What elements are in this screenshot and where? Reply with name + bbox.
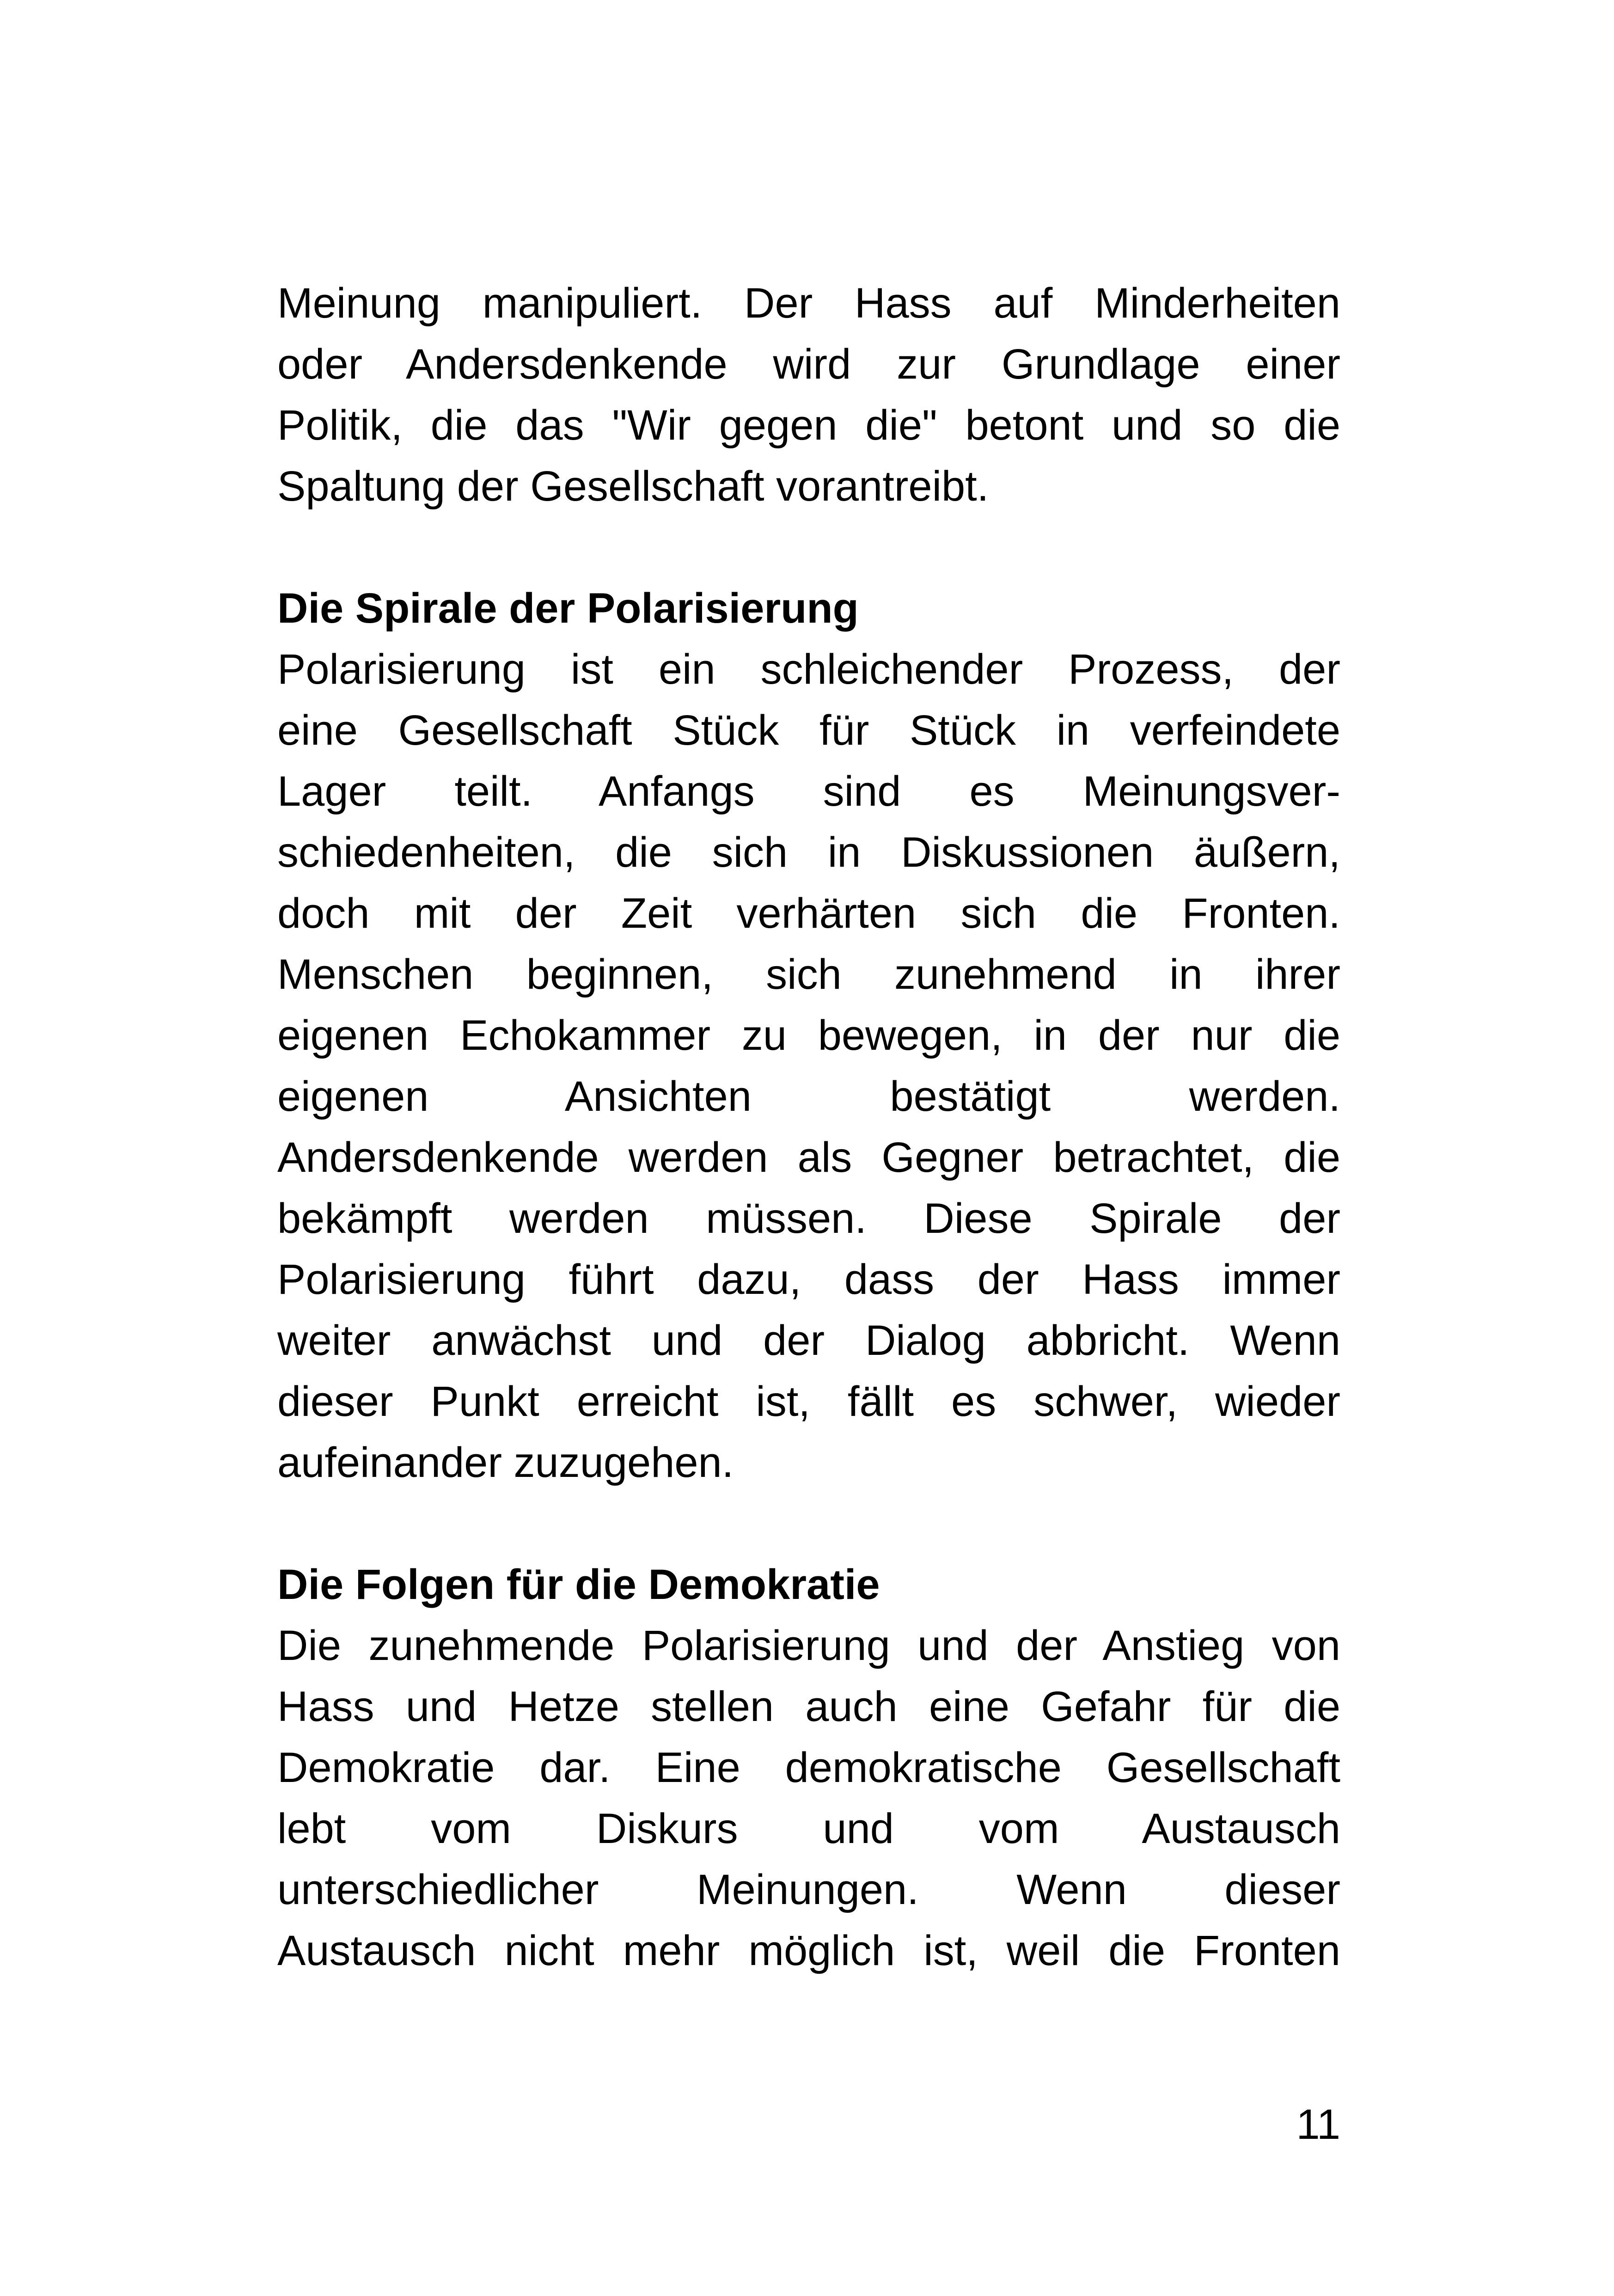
- paragraph-spacer: [277, 1493, 1340, 1554]
- paragraph-line: Polarisierung führt dazu, dass der Hass immer: [277, 1256, 1340, 1303]
- paragraph-line: dieser Punkt erreicht ist, fällt es schwer, wieder: [277, 1378, 1340, 1425]
- paragraph-line: eigenen Ansichten bestätigt werden.: [277, 1073, 1340, 1120]
- paragraph-line: bekämpft werden müssen. Diese Spirale der: [277, 1195, 1340, 1242]
- paragraph-line: lebt vom Diskurs und vom Austausch: [277, 1805, 1340, 1852]
- section-heading: Die Folgen für die Demokratie: [277, 1561, 880, 1608]
- paragraph-line: aufeinander zuzugehen.: [277, 1439, 734, 1486]
- paragraph-line: Andersdenkende werden als Gegner betrachtet, die: [277, 1134, 1340, 1181]
- page-body: [277, 273, 1340, 1981]
- paragraph-line: Die zunehmende Polarisierung und der Anstieg von: [277, 1622, 1340, 1669]
- paragraph-line: doch mit der Zeit verhärten sich die Fronten.: [277, 890, 1340, 937]
- paragraph-line: Spaltung der Gesellschaft vorantreibt.: [277, 463, 989, 510]
- section-polarisierung: [277, 578, 1340, 1493]
- paragraph-line: Menschen beginnen, sich zunehmend in ihrer: [277, 951, 1340, 998]
- section-heading: Die Spirale der Polarisierung: [277, 585, 859, 632]
- paragraph-line: Politik, die das "Wir gegen die" betont und so die: [277, 402, 1340, 449]
- section-demokratie: [277, 1554, 1340, 1981]
- paragraph-line: Austausch nicht mehr möglich ist, weil die Fronten: [277, 1927, 1340, 1974]
- paragraph-line: Meinung manipuliert. Der Hass auf Minderheiten: [277, 280, 1340, 327]
- paragraph-line: Hass und Hetze stellen auch eine Gefahr für die: [277, 1683, 1340, 1730]
- paragraph-line: unterschiedlicher Meinungen. Wenn dieser: [277, 1866, 1340, 1913]
- paragraph-line: eine Gesellschaft Stück für Stück in verfeindete: [277, 707, 1340, 754]
- paragraph-line: schiedenheiten, die sich in Diskussionen äußern,: [277, 829, 1340, 876]
- paragraph-line: oder Andersdenkende wird zur Grundlage einer: [277, 341, 1340, 388]
- paragraph-line: eigenen Echokammer zu bewegen, in der nur die: [277, 1012, 1340, 1059]
- paragraph-line: Lager teilt. Anfangs sind es Meinungsver-: [277, 768, 1340, 815]
- paragraph-line: Demokratie dar. Eine demokratische Gesellschaft: [277, 1744, 1340, 1791]
- paragraph-line: weiter anwächst und der Dialog abbricht. Wenn: [277, 1317, 1340, 1364]
- paragraph-intro: [277, 273, 1340, 517]
- page-number: 11: [1296, 2101, 1340, 2148]
- paragraph-line: Polarisierung ist ein schleichender Prozess, der: [277, 646, 1340, 693]
- paragraph-spacer: [277, 517, 1340, 578]
